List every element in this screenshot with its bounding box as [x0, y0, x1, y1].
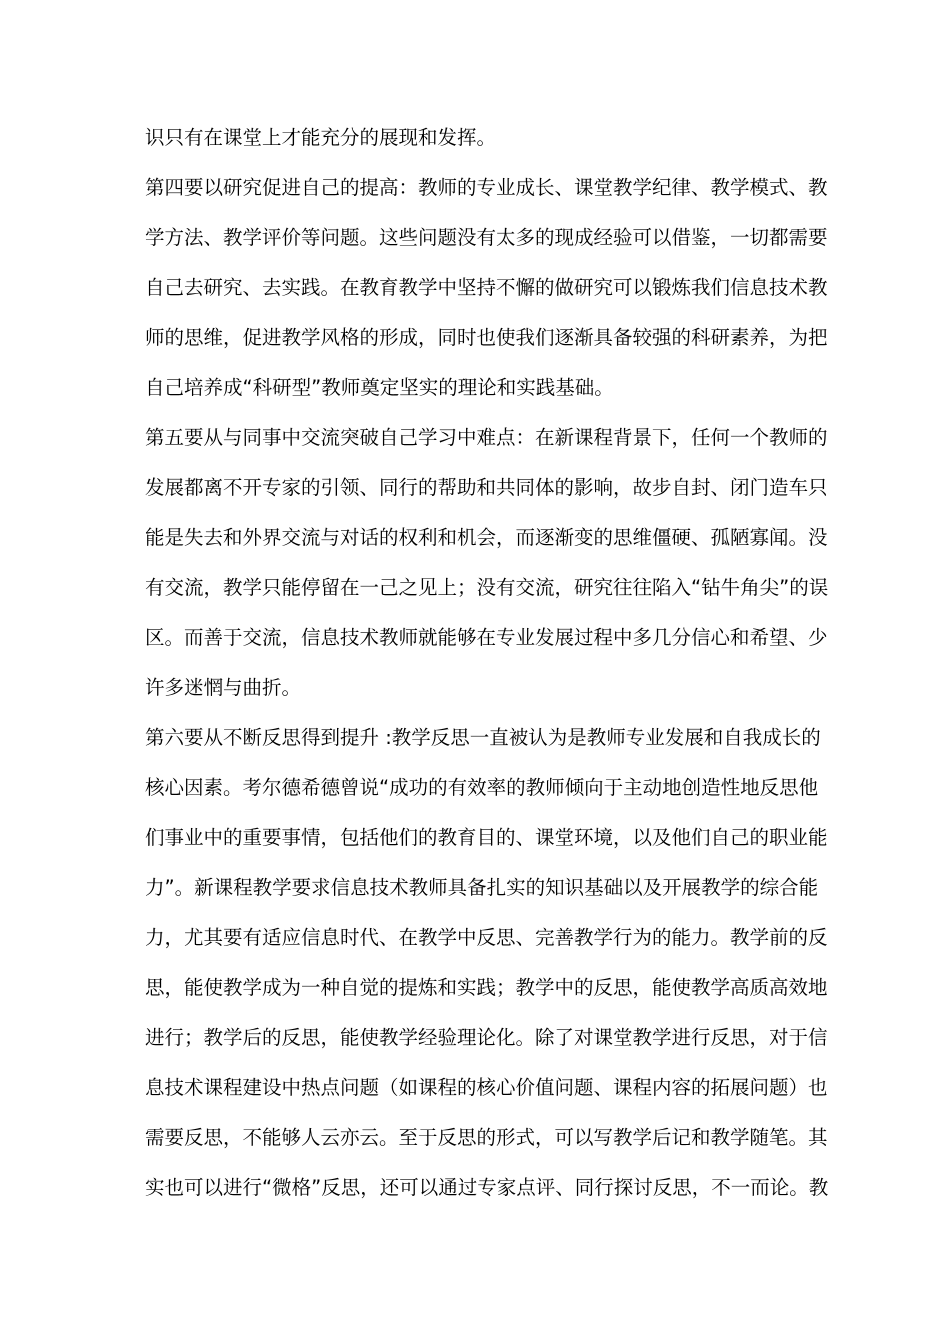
text-line: 思，能使教学成为一种自觉的提炼和实践；教学中的反思，能使教学高质高效地	[145, 976, 828, 999]
text-line: 息技术课程建设中热点问题（如课程的核心价值问题、课程内容的拓展问题）也	[145, 1076, 828, 1099]
text-line: 们事业中的重要事情，包括他们的教育目的、课堂环境，以及他们自己的职业能	[145, 826, 828, 849]
text-line: 实也可以进行“微格”反思，还可以通过专家点评、同行探讨反思，不一而论。教	[145, 1176, 829, 1199]
text-line: 核心因素。考尔德希德曾说“成功的有效率的教师倾向于主动地创造性地反思他	[145, 776, 819, 799]
text-line: 需要反思，不能够人云亦云。至于反思的形式，可以写教学后记和教学随笔。其	[145, 1126, 828, 1149]
text-line: 进行；教学后的反思，能使教学经验理论化。除了对课堂教学进行反思，对于信	[145, 1026, 828, 1049]
text-line: 师的思维，促进教学风格的形成，同时也使我们逐渐具备较强的科研素养，为把	[145, 326, 828, 349]
text-line: 第五要从与同事中交流突破自己学习中难点：在新课程背景下，任何一个教师的	[145, 426, 828, 449]
text-line: 学方法、教学评价等问题。这些问题没有太多的现成经验可以借鉴，一切都需要	[145, 226, 828, 249]
text-line: 第六要从不断反思得到提升 :教学反思一直被认为是教师专业发展和自我成长的	[145, 726, 821, 749]
text-line: 有交流，教学只能停留在一己之见上；没有交流，研究往往陷入“钻牛角尖”的误	[145, 576, 829, 599]
text-line: 发展都离不开专家的引领、同行的帮助和共同体的影响，故步自封、闭门造车只	[145, 476, 828, 499]
text-line: 能是失去和外界交流与对话的权利和机会，而逐渐变的思维僵硬、孤陋寡闻。没	[145, 526, 828, 549]
text-line: 力”。新课程教学要求信息技术教师具备扎实的知识基础以及开展教学的综合能	[145, 876, 819, 899]
text-line: 识只有在课堂上才能充分的展现和发挥。	[145, 126, 497, 149]
text-line: 力，尤其要有适应信息时代、在教学中反思、完善教学行为的能力。教学前的反	[145, 926, 828, 949]
text-line: 自己去研究、去实践。在教育教学中坚持不懈的做研究可以锻炼我们信息技术教	[145, 276, 828, 299]
text-line: 自己培养成“科研型”教师奠定坚实的理论和实践基础。	[145, 376, 614, 399]
text-line: 第四要以研究促进自己的提高：教师的专业成长、课堂教学纪律、教学模式、教	[145, 176, 828, 199]
text-line: 区。而善于交流，信息技术教师就能够在专业发展过程中多几分信心和希望、少	[145, 626, 828, 649]
text-line: 许多迷惘与曲折。	[145, 676, 302, 699]
